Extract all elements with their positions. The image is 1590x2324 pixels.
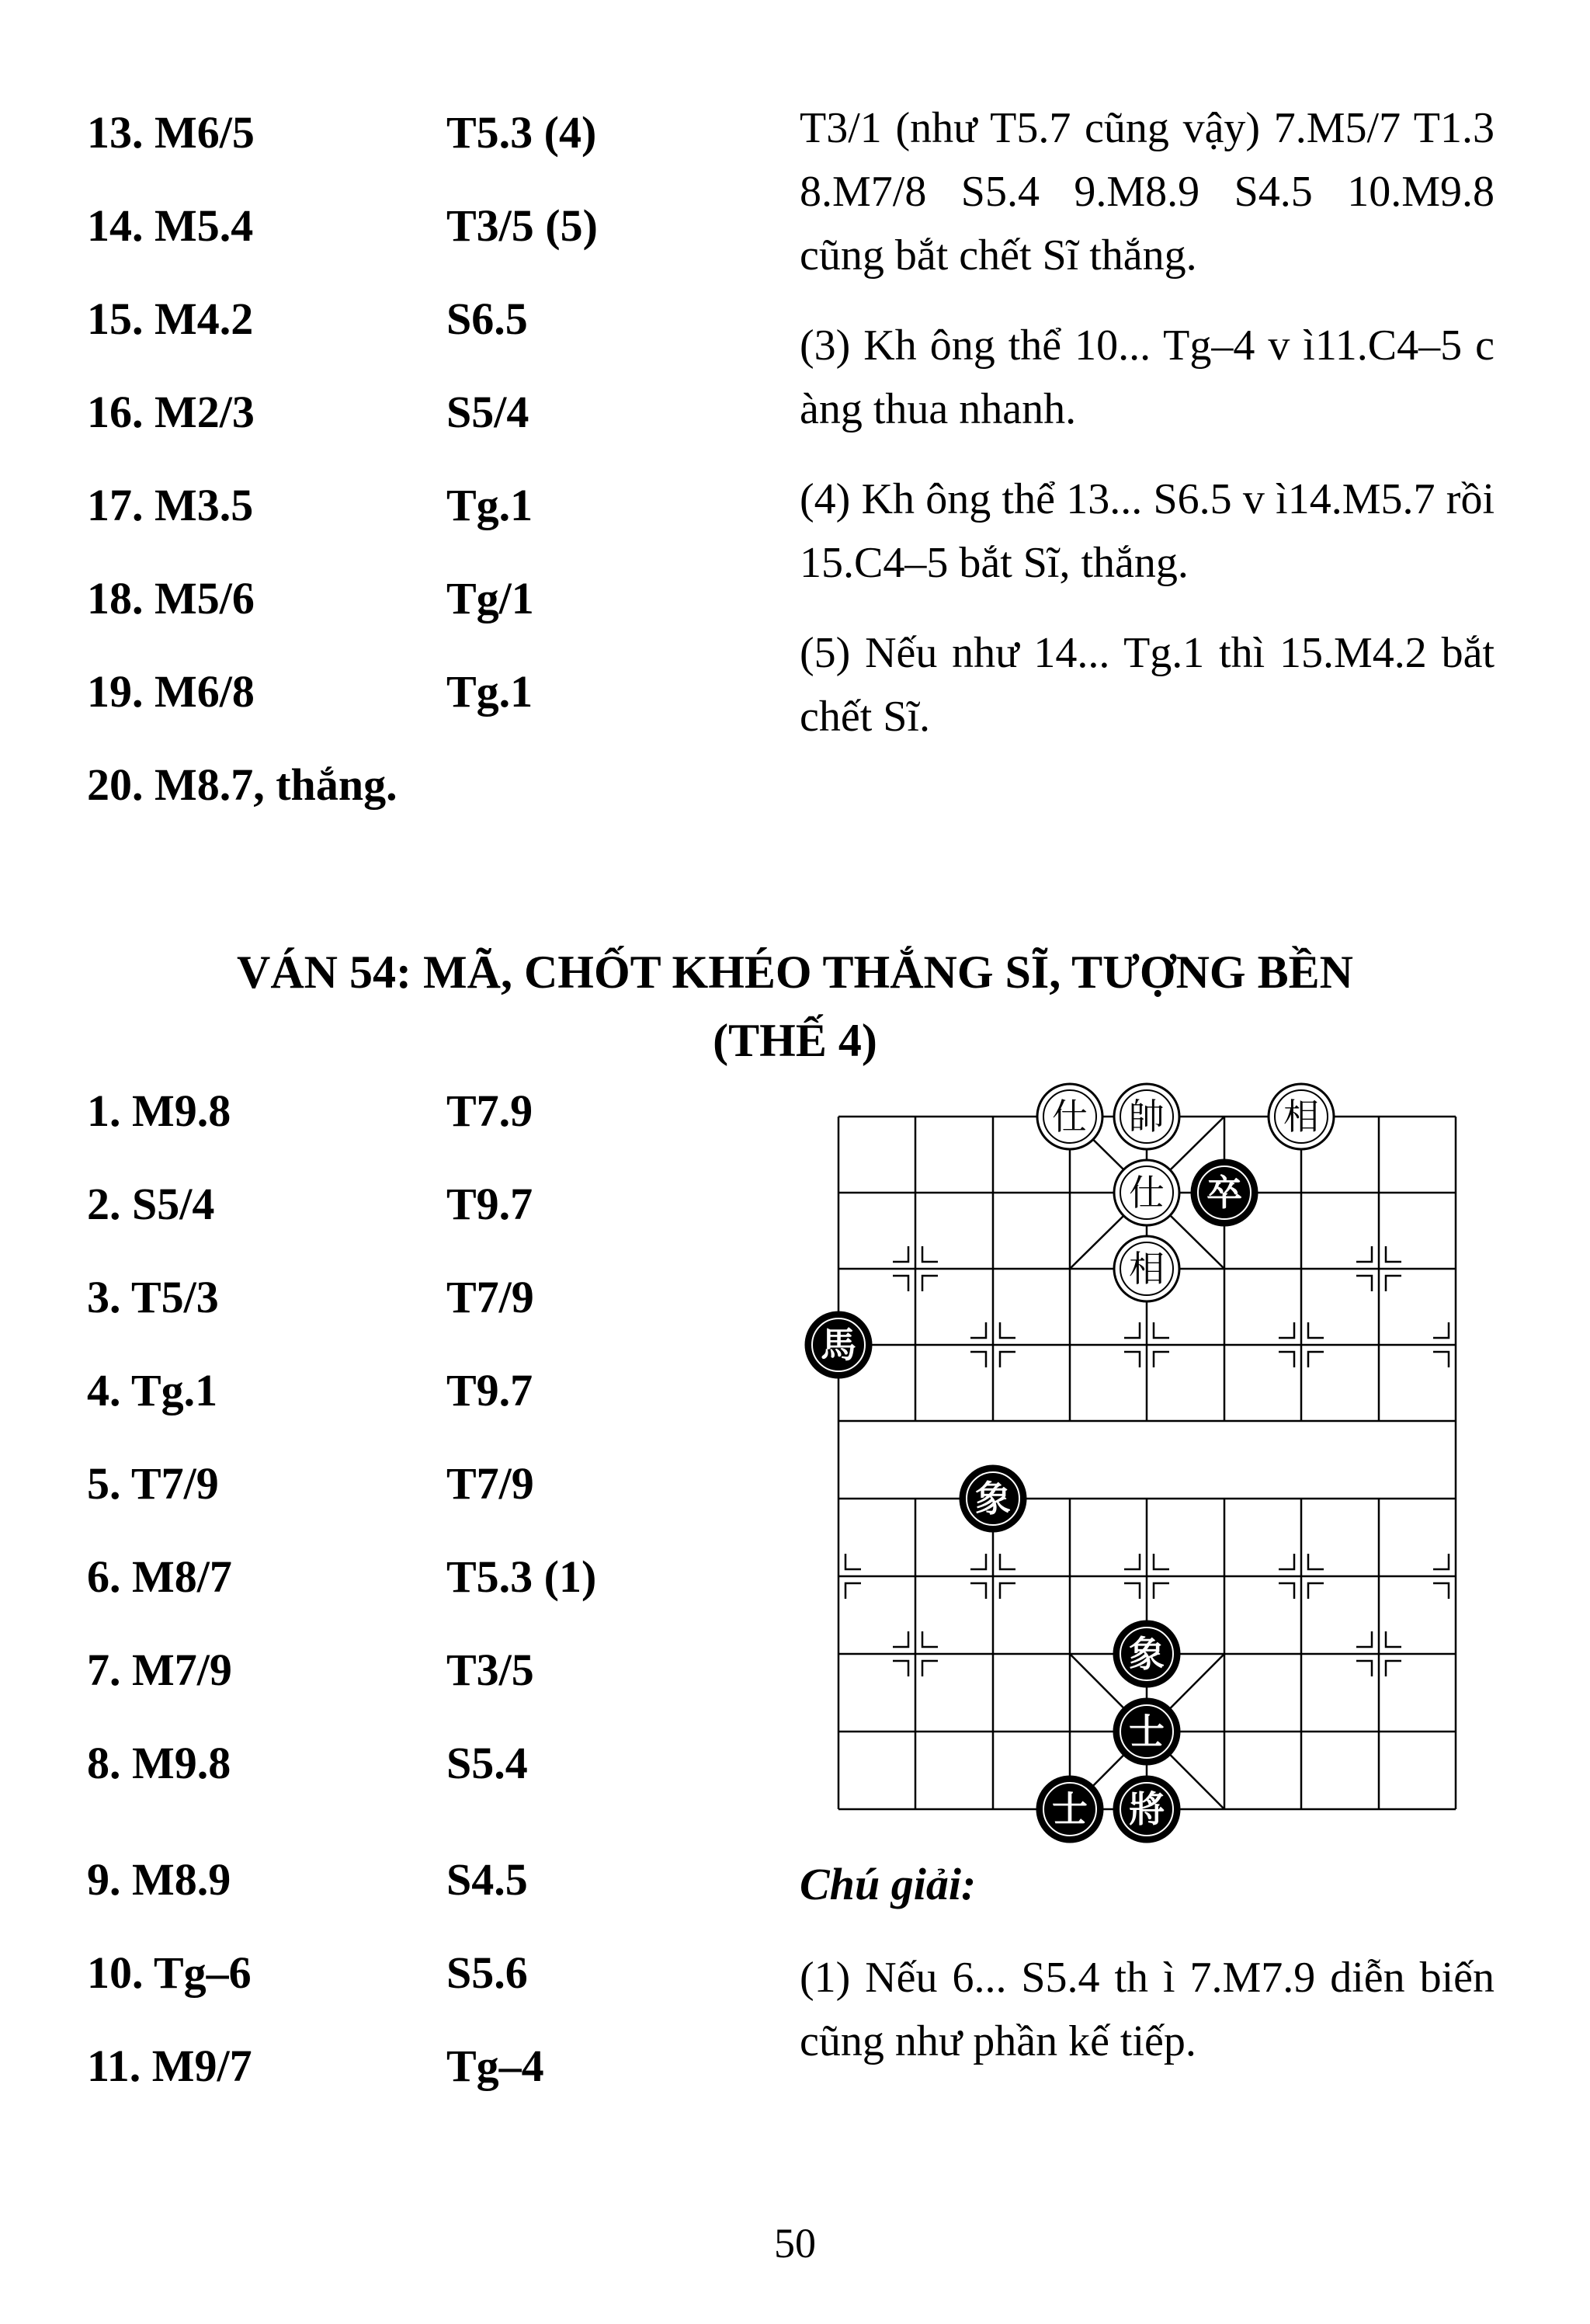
position-mark xyxy=(1000,1352,1015,1367)
position-mark xyxy=(1154,1583,1169,1599)
position-mark xyxy=(1279,1554,1294,1569)
move-red: 15. M4.2 xyxy=(87,294,254,344)
move-red: 3. T5/3 xyxy=(87,1272,219,1322)
position-mark xyxy=(1124,1352,1140,1367)
move-black: Tg.1 xyxy=(446,480,533,530)
move-red: 20. M8.7, thắng. xyxy=(87,759,398,810)
move-red: 13. M6/5 xyxy=(87,107,255,158)
position-mark xyxy=(922,1631,938,1647)
position-mark xyxy=(1433,1352,1449,1367)
position-mark xyxy=(922,1276,938,1291)
piece-glyph: 馬 xyxy=(821,1324,856,1366)
move-black: T3/5 xyxy=(446,1645,534,1695)
piece-black-advisor xyxy=(1037,1777,1102,1842)
move-red: 7. M7/9 xyxy=(87,1645,232,1695)
position-mark xyxy=(1279,1322,1294,1338)
position-mark xyxy=(1154,1554,1169,1569)
position-mark xyxy=(1000,1322,1015,1338)
position-mark xyxy=(1386,1631,1401,1647)
position-mark xyxy=(1386,1276,1401,1291)
position-mark xyxy=(1154,1352,1169,1367)
move-black: T5.3 (1) xyxy=(446,1551,597,1602)
position-mark xyxy=(1356,1276,1372,1291)
piece-red-elephant xyxy=(1269,1084,1334,1149)
position-mark xyxy=(1279,1352,1294,1367)
move-red: 19. M6/8 xyxy=(87,666,255,717)
position-mark xyxy=(1308,1352,1324,1367)
position-mark xyxy=(1308,1583,1324,1599)
chu-giai-label: Chú giải: xyxy=(800,1859,977,1909)
position-mark xyxy=(1386,1661,1401,1676)
note-paragraph: (3) Kh ông thể 10... Tg–4 v ì11.C4–5 c àng thua nhanh. xyxy=(800,321,1495,433)
position-mark xyxy=(1124,1583,1140,1599)
piece-glyph: 帥 xyxy=(1129,1096,1165,1138)
move-black: T5.3 (4) xyxy=(446,107,597,158)
position-mark xyxy=(1000,1583,1015,1599)
move-black: S5.6 xyxy=(446,1947,528,1998)
position-mark xyxy=(893,1276,908,1291)
piece-black-elephant xyxy=(1114,1621,1179,1687)
piece-glyph: 仕 xyxy=(1052,1096,1088,1138)
position-mark xyxy=(1308,1554,1324,1569)
xiangqi-board xyxy=(792,1072,1506,1864)
position-mark xyxy=(970,1583,986,1599)
piece-glyph: 相 xyxy=(1129,1248,1165,1290)
piece-glyph: 將 xyxy=(1129,1788,1165,1830)
position-mark xyxy=(1279,1583,1294,1599)
position-mark xyxy=(1433,1322,1449,1338)
bottom-notes xyxy=(800,1859,1495,2073)
position-mark xyxy=(970,1554,986,1569)
move-red: 17. M3.5 xyxy=(87,480,254,530)
position-mark xyxy=(1124,1322,1140,1338)
move-black: T7/9 xyxy=(446,1272,534,1322)
move-red: 8. M9.8 xyxy=(87,1738,231,1788)
position-mark xyxy=(1433,1583,1449,1599)
move-red: 5. T7/9 xyxy=(87,1458,219,1509)
move-red: 2. S5/4 xyxy=(87,1179,215,1229)
move-black: T9.7 xyxy=(446,1365,533,1416)
piece-red-elephant xyxy=(1114,1236,1179,1301)
piece-black-general xyxy=(1114,1777,1179,1842)
top-notes xyxy=(800,96,1495,749)
piece-glyph: 象 xyxy=(975,1478,1011,1520)
position-mark xyxy=(1356,1631,1372,1647)
piece-red-advisor xyxy=(1037,1084,1102,1149)
move-red: 11. M9/7 xyxy=(87,2041,252,2091)
move-black: S4.5 xyxy=(446,1854,528,1905)
game-title: VÁN 54: MÃ, CHỐT KHÉO THẮNG SĨ, TƯỢNG BỀN xyxy=(237,947,1353,998)
position-mark xyxy=(970,1322,986,1338)
position-mark xyxy=(1356,1661,1372,1676)
move-red: 4. Tg.1 xyxy=(87,1365,218,1416)
move-red: 6. M8/7 xyxy=(87,1551,232,1602)
move-red: 1. M9.8 xyxy=(87,1086,231,1136)
move-black: Tg–4 xyxy=(446,2041,544,2091)
move-red: 14. M5.4 xyxy=(87,200,254,251)
position-mark xyxy=(893,1661,908,1676)
piece-red-king xyxy=(1114,1084,1179,1149)
move-black: T7/9 xyxy=(446,1458,534,1509)
move-red: 16. M2/3 xyxy=(87,387,255,437)
position-mark xyxy=(922,1246,938,1262)
move-red: 10. Tg–6 xyxy=(87,1947,252,1998)
piece-red-advisor xyxy=(1114,1160,1179,1225)
position-mark xyxy=(1386,1246,1401,1262)
position-mark xyxy=(922,1661,938,1676)
note-paragraph: T3/1 (như T5.7 cũng vậy) 7.M5/7 T1.3 8.M7/8 S5.4 9.M8.9 S4.5 10.M9.8 cũng bắt chết Sĩ thắng. xyxy=(800,104,1495,280)
move-black: Tg/1 xyxy=(446,573,534,624)
move-red: 18. M5/6 xyxy=(87,573,255,624)
position-mark xyxy=(893,1246,908,1262)
move-black: S6.5 xyxy=(446,294,528,344)
position-mark xyxy=(1000,1554,1015,1569)
piece-glyph: 卒 xyxy=(1206,1172,1242,1214)
move-black: T9.7 xyxy=(446,1179,533,1229)
move-red: 9. M8.9 xyxy=(87,1854,231,1905)
page-number: 50 xyxy=(774,2220,816,2267)
position-mark xyxy=(1308,1322,1324,1338)
position-mark xyxy=(893,1631,908,1647)
position-mark xyxy=(1154,1322,1169,1338)
game-subtitle: (THẾ 4) xyxy=(713,1015,877,1066)
piece-glyph: 士 xyxy=(1129,1711,1165,1753)
piece-glyph: 象 xyxy=(1129,1633,1165,1675)
move-black: Tg.1 xyxy=(446,666,533,717)
note-paragraph: (4) Kh ông thể 13... S6.5 v ì14.M5.7 rồi 15.C4–5 bắt Sĩ, thắng. xyxy=(800,475,1495,587)
position-mark xyxy=(1433,1554,1449,1569)
position-mark xyxy=(1356,1246,1372,1262)
move-black: T7.9 xyxy=(446,1086,533,1136)
position-mark xyxy=(970,1352,986,1367)
move-black: S5/4 xyxy=(446,387,529,437)
piece-glyph: 相 xyxy=(1283,1096,1319,1138)
piece-black-horse xyxy=(806,1312,871,1377)
move-black: S5.4 xyxy=(446,1738,528,1788)
piece-black-advisor xyxy=(1114,1699,1179,1764)
piece-black-elephant xyxy=(960,1466,1026,1531)
piece-glyph: 士 xyxy=(1052,1788,1088,1830)
note-paragraph: (5) Nếu như 14... Tg.1 thì 15.M4.2 bắt chết Sĩ. xyxy=(800,629,1495,741)
move-black: T3/5 (5) xyxy=(446,200,598,251)
note-paragraph: (1) Nếu 6... S5.4 th ì 7.M7.9 diễn biến cũng như phần kế tiếp. xyxy=(800,1954,1495,2065)
position-mark xyxy=(845,1583,861,1599)
piece-glyph: 仕 xyxy=(1129,1172,1165,1214)
position-mark xyxy=(845,1554,861,1569)
position-mark xyxy=(1124,1554,1140,1569)
piece-black-soldier xyxy=(1192,1160,1257,1225)
